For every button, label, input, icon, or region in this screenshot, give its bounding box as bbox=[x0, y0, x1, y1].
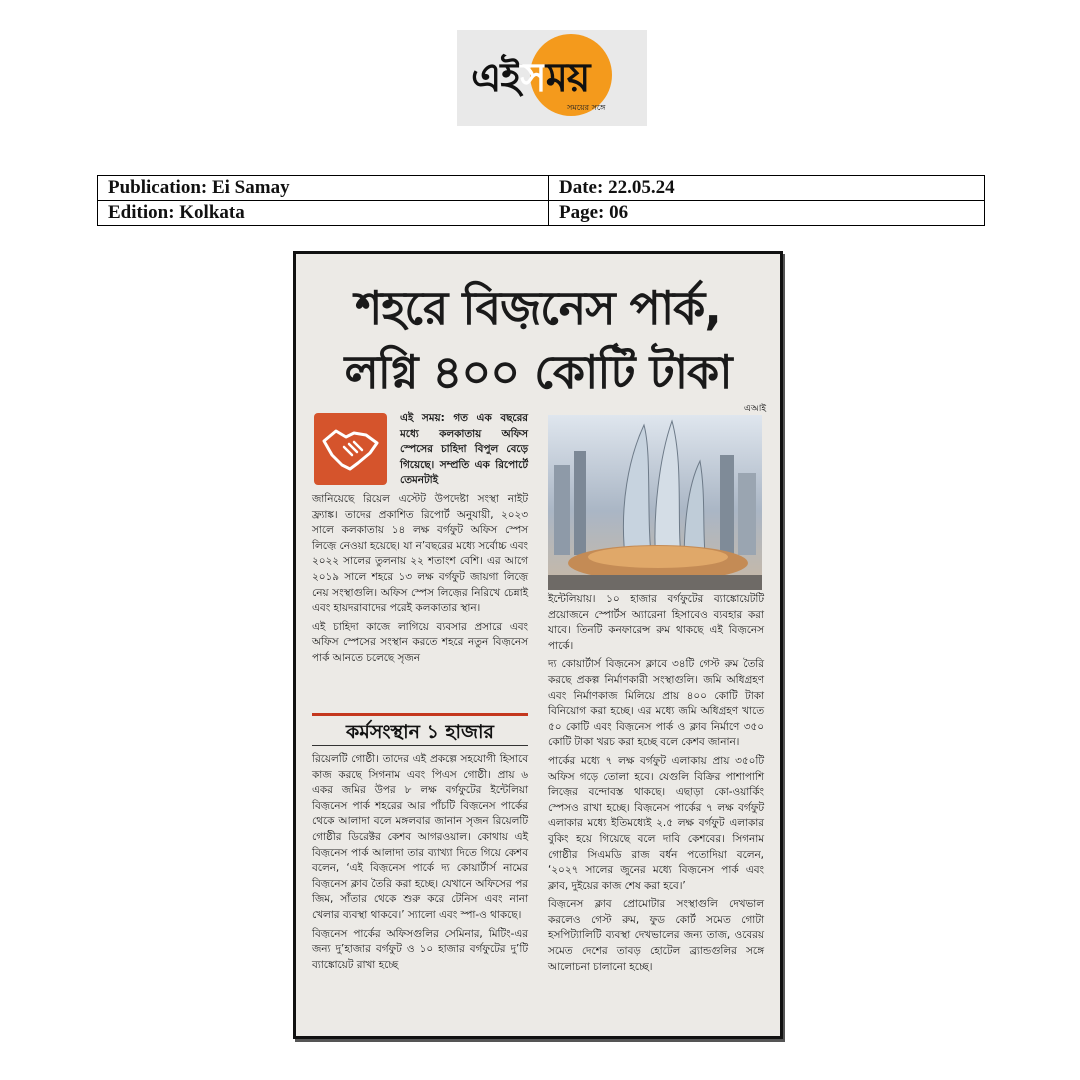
headline-line-2: লগ্নি ৪০০ কোটি টাকা bbox=[344, 345, 732, 399]
paragraph: বিজ়নেস ক্লাব প্রোমোটার সংস্থাগুলি দেখভাল করলেও গেস্ট রুম, ফুড কোর্ট সমেত গোটা হসপিট্যালিটি ব্যবস্থা দেখভালের জন্য তাজ, ওবেরয় সমেত দেশের তাবড় হোটেল ব্র্যান্ডগুলির সঙ্গে আলোচনা চালানো হচ্ছে। bbox=[548, 898, 764, 973]
subhead-divider bbox=[312, 745, 528, 746]
paragraph: ইন্টেলিয়ায়। ১০ হাজার বর্গফুটের ব্যাঙ্কোয়েটটি প্রয়োজনে স্পোর্টস অ্যারেনা হিসাবেও ব্যবহার করা যাবে। তিনটি কনফারেন্স রুম থাকছে এই বিজ়নেস পার্কে। bbox=[548, 593, 764, 652]
paragraph: বিজ়নেস পার্কের অফিসগুলির সেমিনার, মিটিং-এর জন্য দু’হাজার বর্গফুট ও ১০ হাজার বর্গফুটের দু’টি ব্যাঙ্কোয়েট রাখা হচ্ছে bbox=[312, 927, 528, 971]
subhead: কর্মসংস্থান ১ হাজার bbox=[345, 721, 494, 743]
logo-tagline: সময়ের সঙ্গে bbox=[567, 103, 606, 112]
paragraph: এই চাহিদা কাজে লাগিয়ে ব্যবসার প্রসারে এবং অফিস স্পেসের সংস্থান করতে শহরে নতুন বিজ়নেস পার্ক আনতে চলেছে সৃজন bbox=[312, 620, 528, 664]
headline-line-1: শহরে বিজ়নেস পার্ক, bbox=[355, 281, 721, 335]
publication-info-table bbox=[97, 175, 985, 226]
article-column-left-top bbox=[312, 492, 528, 670]
page-cell: Page: 06 bbox=[549, 201, 985, 226]
subhead-rule bbox=[312, 713, 528, 716]
paragraph: পার্কের মধ্যে ৭ লক্ষ বর্গফুট এলাকায় প্রায় ৩৫০টি অফিস গড়ে তোলা হবে। যেগুলি বিক্রির পাশাপাশি লিজ়ের বন্দোবস্ত থাকছে। এছাড়া কো-ওয়ার্কিং স্পেসও রাখা হচ্ছে। বিজ়নেস পার্কের ৭ লক্ষ বর্গফুট এলাকার মধ্যে ইতিমধ্যেই ২.৫ লক্ষ বর্গফুট এলাকার বুকিং হয়ে গিয়েছে বলে দাবি কেশবের। সিগনাম গোষ্ঠীর সিএমডি রাজ বর্ধন পতোদিয়া বলেন, ‘২০২৭ সালের জুনের মধ্যে বিজ়নেস পার্ক এবং ক্লাব, দুইয়ের কাজ শেষ করা হবে।’ bbox=[548, 754, 764, 892]
edition-cell: Edition: Kolkata bbox=[98, 201, 549, 226]
publication-name: Ei Samay bbox=[211, 177, 290, 198]
edition-name: Kolkata bbox=[179, 202, 245, 223]
paragraph: দ্য কোয়ার্টার্স বিজ়নেস ক্লাবে ৩৪টি গেস্ট রুম তৈরি করছে প্রকল্প নির্মাণকারী সংস্থাগুলি। জমি অধিগ্রহণ এবং নির্মাণকাজ মিলিয়ে প্রায় ৪০০ কোটি টাকা বিনিয়োগ করা হচ্ছে। এর মধ্যে জমি অধিগ্রহণ খাতে ৫০ কোটি এবং বিজ়নেস পার্ক ও ক্লাব নির্মাণে ৩৫০ কোটি টাকা খরচ করা হচ্ছে বলে কেশব জানান। bbox=[548, 658, 764, 749]
newspaper-clipping bbox=[293, 251, 783, 1039]
paragraph: রিয়েলটি গোষ্ঠী। তাদের এই প্রকল্পে সহযোগী হিসাবে কাজ করছে সিগনাম এবং পিএস গোষ্ঠী। প্রায় ৬ একর জমির উপর ৮ লক্ষ বর্গফুটের ইন্টেলিয়া বিজ়নেস পার্ক শহরের আর পাঁচটি বিজ়নেস পার্কের থেকে আলাদা বলে মঙ্গলবার জানান সৃজন রিয়েলটি গোষ্ঠীর ডিরেক্টর কেশব আগরওয়াল। কোথায় এই বিজ়নেস পার্ক আলাদা তার ব্যাখ্যা দিতে গিয়ে কেশব বলেন, ‘এই বিজ়নেস পার্কে দ্য কোয়ার্টার্স নামের বিজ়নেস ক্লাব তৈরি করা হচ্ছে। যেখানে অফিসের পর জিম, সাঁতার থেকে শুরু করে টেনিস এবং নানা খেলার ব্যবস্থা থাকবে।’ স্যালো এবং স্পা-ও থাকছে। bbox=[312, 753, 528, 921]
article-column-right bbox=[548, 592, 764, 978]
logo-wordmark: এইসময় bbox=[471, 55, 590, 101]
article-intro: এই সময়: গত এক বছরের মধ্যে কলকাতায় অফিস স্পেসের চাহিদা বিপুল বেড়ে গিয়েছে। সম্প্রতি এক রিপোর্টে তেমনটাই bbox=[400, 412, 528, 487]
paragraph: জানিয়েছে রিয়েল এস্টেট উপদেষ্টা সংস্থা নাইট ফ্র্যাঙ্ক। তাদের প্রকাশিত রিপোর্ট অনুযায়ী, ২০২৩ সালে কলকাতায় ১৪ লক্ষ বর্গফুট অফিস স্পেস লিজ়ে নেওয়া হয়েছে। যা ন’বছরের মধ্যে সর্বোচ্চ এবং ২০২২ সালের তুলনায় ২২ শতাংশ বেশি। এর আগে ২০১৯ সালে শহরে ১৩ লক্ষ বর্গফুট জায়গা লিজ়ে নেয় সংস্থাগুলি। অফিস স্পেস লিজ়ের নিরিখে চেন্নাই এবং হায়দরাবাদের পরেই কলকাতার স্থান। bbox=[312, 493, 528, 615]
article-column-left-bottom bbox=[312, 752, 528, 976]
date-cell: Date: 22.05.24 bbox=[549, 176, 985, 201]
ei-samay-logo bbox=[457, 30, 647, 126]
publication-date: 22.05.24 bbox=[608, 177, 675, 198]
image-credit: এআই bbox=[743, 404, 766, 414]
publication-cell: Publication: Ei Samay bbox=[98, 176, 549, 201]
page-number: 06 bbox=[609, 202, 629, 223]
handshake-icon bbox=[314, 413, 387, 485]
building-illustration bbox=[548, 415, 762, 590]
